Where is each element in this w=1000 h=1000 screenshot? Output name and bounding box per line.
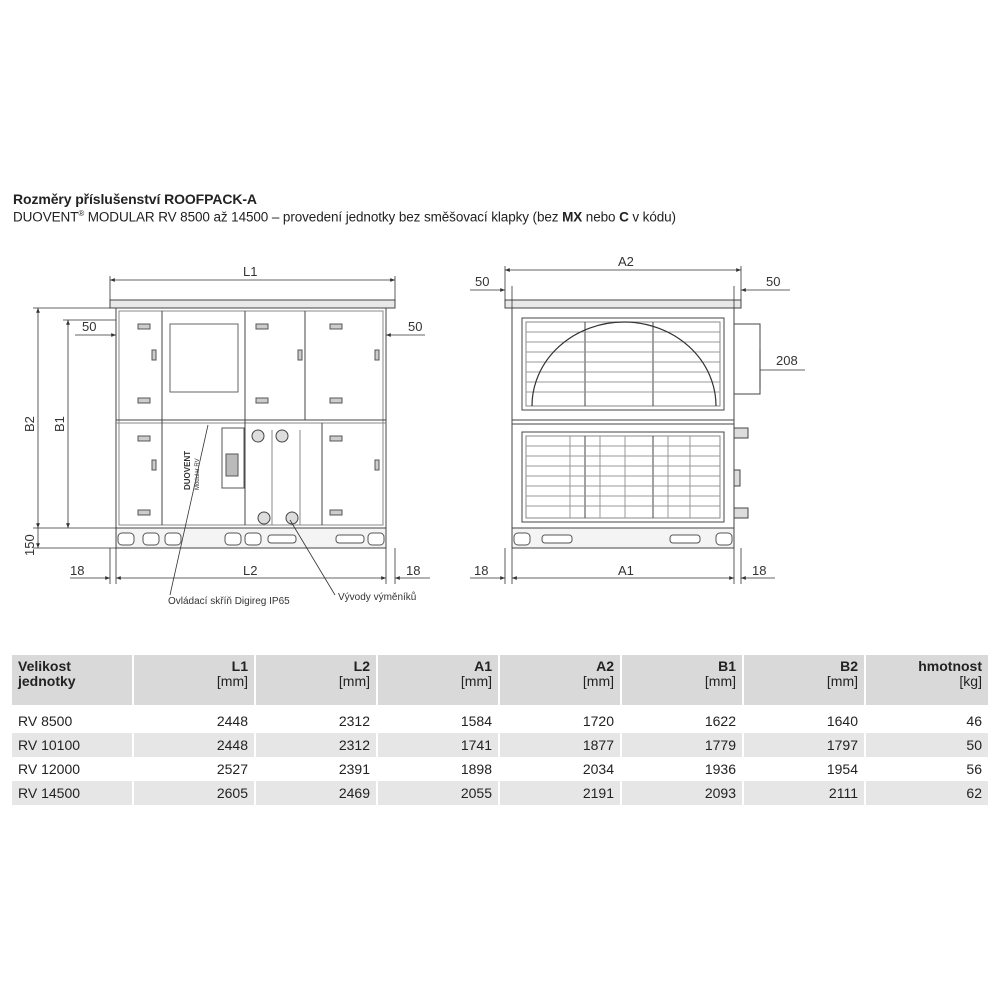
dim-B2: B2 xyxy=(22,416,37,432)
col-header-unit: [mm] xyxy=(216,673,248,689)
dim-18-front-right: 18 xyxy=(752,563,767,578)
table-row xyxy=(12,733,988,757)
table-cell: 2469 xyxy=(256,781,378,805)
front-body xyxy=(512,308,734,528)
col-header-B1 xyxy=(622,655,744,705)
dimensions-table xyxy=(12,655,988,805)
dim-L1: L1 xyxy=(243,264,258,279)
col-header-label: hmotnost xyxy=(918,658,982,674)
col-header-unit: [mm] xyxy=(460,673,492,689)
table-row xyxy=(12,709,988,733)
table-cell: 1622 xyxy=(622,709,744,733)
table-cell: 2055 xyxy=(378,781,500,805)
page-subtitle xyxy=(13,209,676,225)
unit-brand-text: DUOVENT xyxy=(183,450,192,490)
dim-A1: A1 xyxy=(618,563,634,578)
dim-18-right: 18 xyxy=(406,563,421,578)
front-side-box xyxy=(734,324,760,394)
dim-50-right: 50 xyxy=(408,319,423,334)
table-cell: 1584 xyxy=(378,709,500,733)
table-cell: 2527 xyxy=(134,757,256,781)
callout-control-box: Ovládací skříň Digireg IP65 xyxy=(168,596,290,607)
dim-18-left: 18 xyxy=(70,563,85,578)
col-header-label: L1 xyxy=(231,658,248,674)
col-header-unit: [mm] xyxy=(704,673,736,689)
col-header-label: Velikost jednotky xyxy=(18,658,76,689)
table-header-row xyxy=(12,655,988,705)
exchanger-outlets xyxy=(252,430,298,524)
subtitle-brand: DUOVENT xyxy=(13,209,79,225)
fan-arc xyxy=(532,322,716,406)
col-header-label: A1 xyxy=(474,658,492,674)
dim-50-front-left: 50 xyxy=(475,274,490,289)
col-header-L1 xyxy=(134,655,256,705)
subtitle-text-c: nebo xyxy=(582,209,620,225)
dim-18-front-left: 18 xyxy=(474,563,489,578)
table-cell: 2312 xyxy=(256,733,378,757)
col-header-A2 xyxy=(500,655,622,705)
col-header-label: B1 xyxy=(718,658,736,674)
dim-50-front-right: 50 xyxy=(766,274,781,289)
table-row xyxy=(12,781,988,805)
dim-B1: B1 xyxy=(52,416,67,432)
unit-label xyxy=(183,451,201,490)
table-cell: 2448 xyxy=(134,709,256,733)
table-cell: 1936 xyxy=(622,757,744,781)
col-header-unit: [mm] xyxy=(338,673,370,689)
side-body xyxy=(116,308,386,528)
table-cell: 1877 xyxy=(500,733,622,757)
page-title: Rozměry příslušenství ROOFPACK-A xyxy=(13,191,257,207)
dim-150: 150 xyxy=(22,534,37,556)
col-header-L2 xyxy=(256,655,378,705)
table-cell: 1898 xyxy=(378,757,500,781)
table-cell: 1640 xyxy=(744,709,866,733)
table-cell: 2448 xyxy=(134,733,256,757)
table-cell: 50 xyxy=(866,733,988,757)
side-roof xyxy=(110,300,395,308)
col-header-unit: [kg] xyxy=(959,673,982,689)
front-view xyxy=(505,300,760,548)
col-header-size xyxy=(12,655,134,705)
technical-drawing xyxy=(0,250,1000,610)
subtitle-code-c: C xyxy=(619,209,629,225)
table-cell: RV 8500 xyxy=(12,709,134,733)
col-header-B2 xyxy=(744,655,866,705)
subtitle-code-mx: MX xyxy=(562,209,583,225)
col-header-weight xyxy=(866,655,988,705)
table-cell: 1779 xyxy=(622,733,744,757)
table-cell: 2605 xyxy=(134,781,256,805)
table-cell: 46 xyxy=(966,713,982,729)
col-header-label: B2 xyxy=(840,658,858,674)
table-cell: 56 xyxy=(966,761,982,777)
table-cell: 2093 xyxy=(622,781,744,805)
dim-L2: L2 xyxy=(243,563,258,578)
inspection-window xyxy=(170,324,238,392)
side-view xyxy=(110,300,395,548)
subtitle-text-d: v kódu) xyxy=(628,209,676,225)
dim-A2: A2 xyxy=(618,254,634,269)
table-cell: RV 12000 xyxy=(12,757,134,781)
table-cell: 2312 xyxy=(256,709,378,733)
table-cell: 2391 xyxy=(256,757,378,781)
unit-model-text: Modular RV xyxy=(195,458,201,490)
table-cell: 2191 xyxy=(500,781,622,805)
front-roof xyxy=(505,300,741,308)
dim-50-left: 50 xyxy=(82,319,97,334)
subtitle-registered-mark: ® xyxy=(78,209,85,218)
dim-208: 208 xyxy=(776,353,798,368)
col-header-unit: [mm] xyxy=(826,673,858,689)
table-cell: 2034 xyxy=(500,757,622,781)
table-cell: 1720 xyxy=(500,709,622,733)
col-header-A1 xyxy=(378,655,500,705)
callout-exchanger-outlets: Vývody výměníků xyxy=(338,592,417,603)
table-cell: 1741 xyxy=(378,733,500,757)
table-cell: 62 xyxy=(866,781,988,805)
table-cell: RV 10100 xyxy=(12,733,134,757)
table-cell: 2111 xyxy=(744,781,866,805)
col-header-label: L2 xyxy=(353,658,370,674)
col-header-label: A2 xyxy=(596,658,614,674)
table-cell: RV 14500 xyxy=(12,781,134,805)
subtitle-text-a: MODULAR RV 8500 až 14500 – provedení jednotky bez směšovací klapky (bez xyxy=(84,209,563,225)
table-cell: 1797 xyxy=(744,733,866,757)
table-row xyxy=(12,757,988,781)
col-header-unit: [mm] xyxy=(582,673,614,689)
table-cell: 1954 xyxy=(744,757,866,781)
